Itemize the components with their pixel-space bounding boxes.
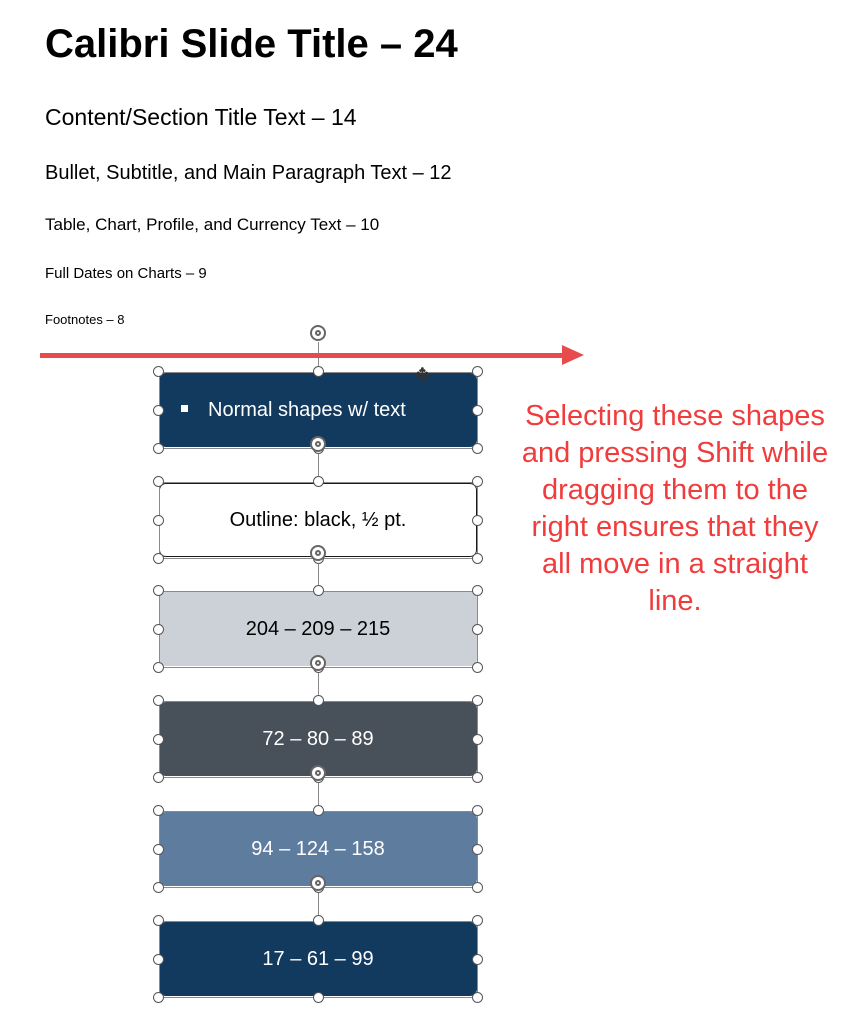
resize-handle[interactable]: [313, 366, 324, 377]
rotate-handle-icon[interactable]: [310, 655, 326, 671]
resize-handle[interactable]: [472, 515, 483, 526]
resize-handle[interactable]: [153, 772, 164, 783]
red-arrow-head: [562, 345, 584, 365]
resize-handle[interactable]: [153, 443, 164, 454]
resize-handle[interactable]: [153, 954, 164, 965]
resize-handle[interactable]: [472, 915, 483, 926]
chart-dates-sample[interactable]: Full Dates on Charts – 9: [45, 265, 207, 282]
resize-handle[interactable]: [472, 443, 483, 454]
shape-label: 204 – 209 – 215: [245, 617, 391, 640]
shape-label: Outline: black, ½ pt.: [229, 508, 407, 531]
shape-navy[interactable]: [159, 922, 477, 996]
resize-handle[interactable]: [472, 772, 483, 783]
shape-label: 72 – 80 – 89: [262, 727, 374, 750]
resize-handle[interactable]: [153, 585, 164, 596]
resize-handle[interactable]: [153, 992, 164, 1003]
rotate-handle-icon[interactable]: [310, 436, 326, 452]
rotate-handle-icon[interactable]: [310, 875, 326, 891]
resize-handle[interactable]: [472, 734, 483, 745]
resize-handle[interactable]: [153, 553, 164, 564]
resize-handle[interactable]: [313, 695, 324, 706]
resize-handle[interactable]: [472, 662, 483, 673]
resize-handle[interactable]: [153, 624, 164, 635]
resize-handle[interactable]: [153, 844, 164, 855]
table-text-sample[interactable]: Table, Chart, Profile, and Currency Text – 10: [45, 215, 380, 234]
rotate-handle-icon[interactable]: [310, 545, 326, 561]
resize-handle[interactable]: [153, 515, 164, 526]
resize-handle[interactable]: [153, 734, 164, 745]
resize-handle[interactable]: [313, 476, 324, 487]
resize-handle[interactable]: [153, 366, 164, 377]
paragraph-text-sample[interactable]: Bullet, Subtitle, and Main Paragraph Text – 12: [45, 162, 452, 184]
resize-handle[interactable]: [472, 366, 483, 377]
resize-handle[interactable]: [313, 585, 324, 596]
resize-handle[interactable]: [153, 882, 164, 893]
resize-handle[interactable]: [313, 805, 324, 816]
move-cursor-icon: ✥: [414, 365, 431, 387]
section-title-sample[interactable]: Content/Section Title Text – 14: [45, 104, 357, 130]
bullet-icon: [181, 405, 188, 412]
shape-label: 17 – 61 – 99: [262, 947, 374, 970]
resize-handle[interactable]: [472, 405, 483, 416]
resize-handle[interactable]: [472, 882, 483, 893]
shape-label: 94 – 124 – 158: [251, 837, 385, 860]
footnotes-sample[interactable]: Footnotes – 8: [45, 312, 125, 327]
resize-handle[interactable]: [153, 476, 164, 487]
shape-label: Normal shapes w/ text: [208, 398, 406, 421]
rotate-handle-icon[interactable]: [310, 325, 326, 341]
resize-handle[interactable]: [472, 624, 483, 635]
resize-handle[interactable]: [313, 915, 324, 926]
slide-title[interactable]: Calibri Slide Title – 24: [45, 22, 458, 66]
resize-handle[interactable]: [153, 405, 164, 416]
resize-handle[interactable]: [153, 695, 164, 706]
resize-handle[interactable]: [472, 476, 483, 487]
resize-handle[interactable]: [313, 992, 324, 1003]
resize-handle[interactable]: [472, 954, 483, 965]
resize-handle[interactable]: [472, 805, 483, 816]
rotate-handle-icon[interactable]: [310, 765, 326, 781]
red-arrow-line: [40, 353, 564, 358]
resize-handle[interactable]: [472, 992, 483, 1003]
resize-handle[interactable]: [153, 805, 164, 816]
resize-handle[interactable]: [153, 915, 164, 926]
resize-handle[interactable]: [472, 695, 483, 706]
resize-handle[interactable]: [472, 553, 483, 564]
resize-handle[interactable]: [472, 844, 483, 855]
resize-handle[interactable]: [472, 585, 483, 596]
annotation-note: Selecting these shapes and pressing Shift while dragging them to the right ensures that they all move in a straight line.: [521, 400, 829, 617]
resize-handle[interactable]: [153, 662, 164, 673]
